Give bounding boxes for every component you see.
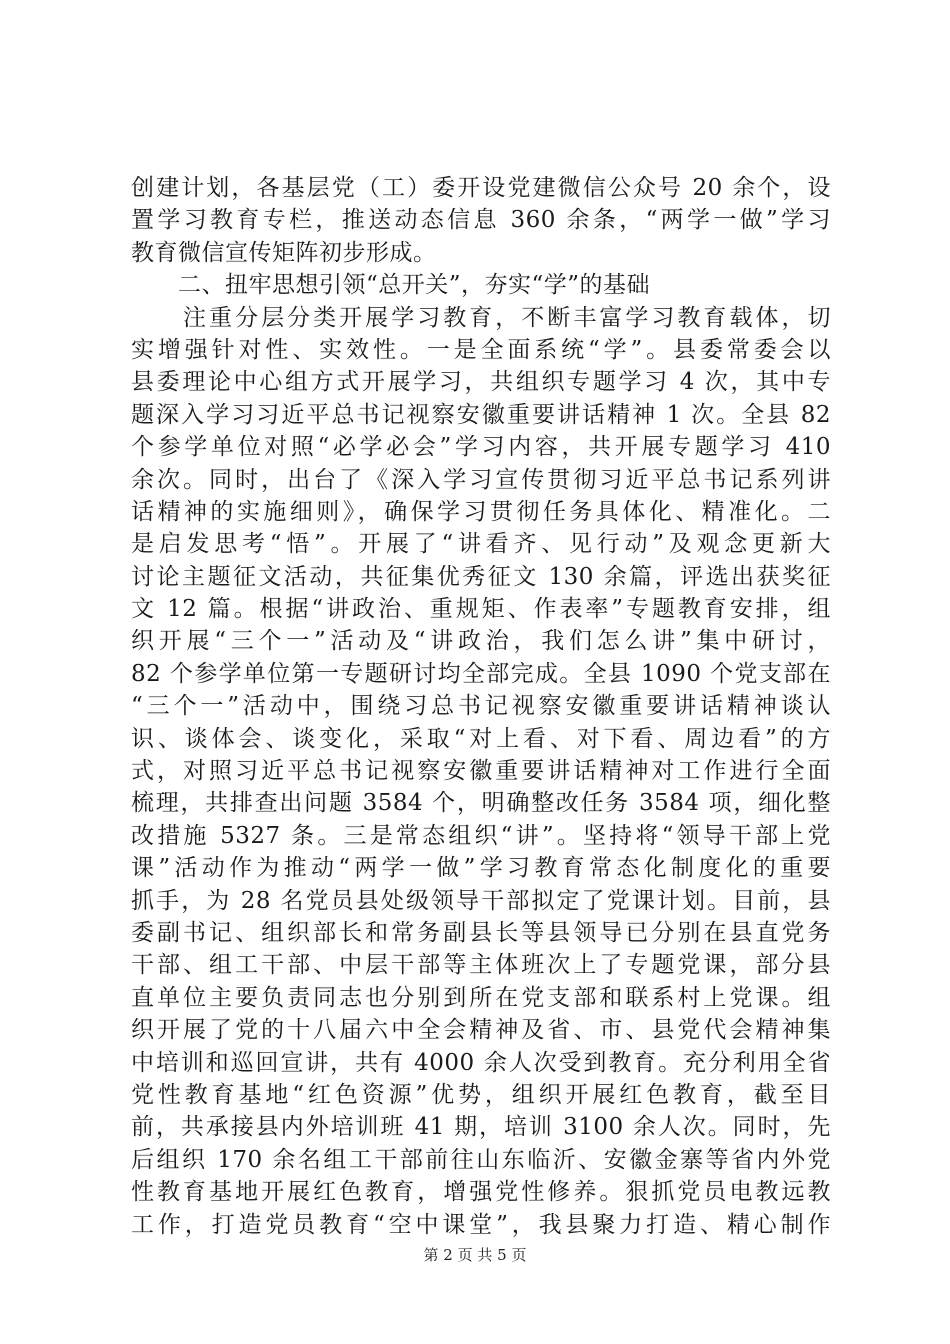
text-line: 话精神的实施细则》，确保学习贯彻任务具体化、精准化。二 (131, 498, 831, 525)
text-line: 工作，打造党员教育“空中课堂”，我县聚力打造、精心制作 (131, 1211, 831, 1238)
section-heading: 二、扭牢思想引领“总开关”，夯实“学”的基础 (131, 272, 651, 299)
text-line: 县委理论中心组方式开展学习，共组织专题学习 4 次，其中专 (131, 369, 831, 396)
page-number-footer: 第 2 页 共 5 页 (423, 1246, 527, 1264)
text-line: 创建计划，各基层党（工）委开设党建微信公众号 20 余个，设 (131, 175, 831, 201)
text-line: 82 个参学单位第一专题研讨均全部完成。全县 1090 个党支部在 (131, 660, 831, 687)
text-line: 后组织 170 余名组工干部前往山东临沂、安徽金寨等省内外党 (131, 1146, 831, 1173)
text-line: 织开展“三个一”活动及“讲政治，我们怎么讲”集中研讨， (131, 628, 831, 655)
text-line: 梳理，共排查出问题 3584 个，明确整改任务 3584 项，细化整 (131, 790, 831, 817)
text-line: 题深入学习习近平总书记视察安徽重要讲话精神 1 次。全县 82 (131, 401, 831, 428)
text-line: 识、谈体会、谈变化，采取“对上看、对下看、周边看”的方 (131, 725, 831, 752)
text-line: 是启发思考“悟”。开展了“讲看齐、见行动”及观念更新大 (131, 531, 831, 558)
text-line: 实增强针对性、实效性。一是全面系统“学”。县委常委会以 (131, 336, 831, 363)
text-line: 文 12 篇。根据“讲政治、重规矩、作表率”专题教育安排，组 (131, 596, 831, 623)
document-body (131, 172, 831, 1241)
text-line: 干部、组工干部、中层干部等主体班次上了专题党课，部分县 (131, 952, 831, 979)
text-line: 前，共承接县内外培训班 41 期，培训 3100 余人次。同时，先 (131, 1114, 831, 1141)
text-line: 余次。同时，出台了《深入学习宣传贯彻习近平总书记系列讲 (131, 466, 831, 493)
text-line: 讨论主题征文活动，共征集优秀征文 130 余篇，评选出获奖征 (131, 563, 831, 590)
text-line: 个参学单位对照“必学必会”学习内容，共开展专题学习 410 (131, 434, 831, 461)
text-line: 课”活动作为推动“两学一做”学习教育常态化制度化的重要 (131, 855, 831, 882)
text-line: 注重分层分类开展学习教育，不断丰富学习教育载体，切 (131, 304, 831, 331)
text-line: 中培训和巡回宣讲，共有 4000 余人次受到教育。充分利用全省 (131, 1049, 831, 1076)
text-line: 委副书记、组织部长和常务副县长等县领导已分别在县直党务 (131, 919, 831, 946)
text-line: 织开展了党的十八届六中全会精神及省、市、县党代会精神集 (131, 1017, 831, 1044)
text-line: 改措施 5327 条。三是常态组织“讲”。坚持将“领导干部上党 (131, 822, 831, 849)
text-line: 性教育基地开展红色教育，增强党性修养。狠抓党员电教远教 (131, 1179, 831, 1206)
text-line: 抓手，为 28 名党员县处级领导干部拟定了党课计划。目前，县 (131, 887, 831, 914)
text-line: “三个一”活动中，围绕习总书记视察安徽重要讲话精神谈认 (131, 693, 831, 720)
text-line: 式，对照习近平总书记视察安徽重要讲话精神对工作进行全面 (131, 758, 831, 785)
text-line: 置学习教育专栏，推送动态信息 360 余条，“两学一做”学习 (131, 207, 831, 234)
text-line: 党性教育基地“红色资源”优势，组织开展红色教育，截至目 (131, 1081, 831, 1108)
text-line: 教育微信宣传矩阵初步形成。 (131, 239, 437, 266)
text-line: 直单位主要负责同志也分别到所在党支部和联系村上党课。组 (131, 984, 831, 1011)
